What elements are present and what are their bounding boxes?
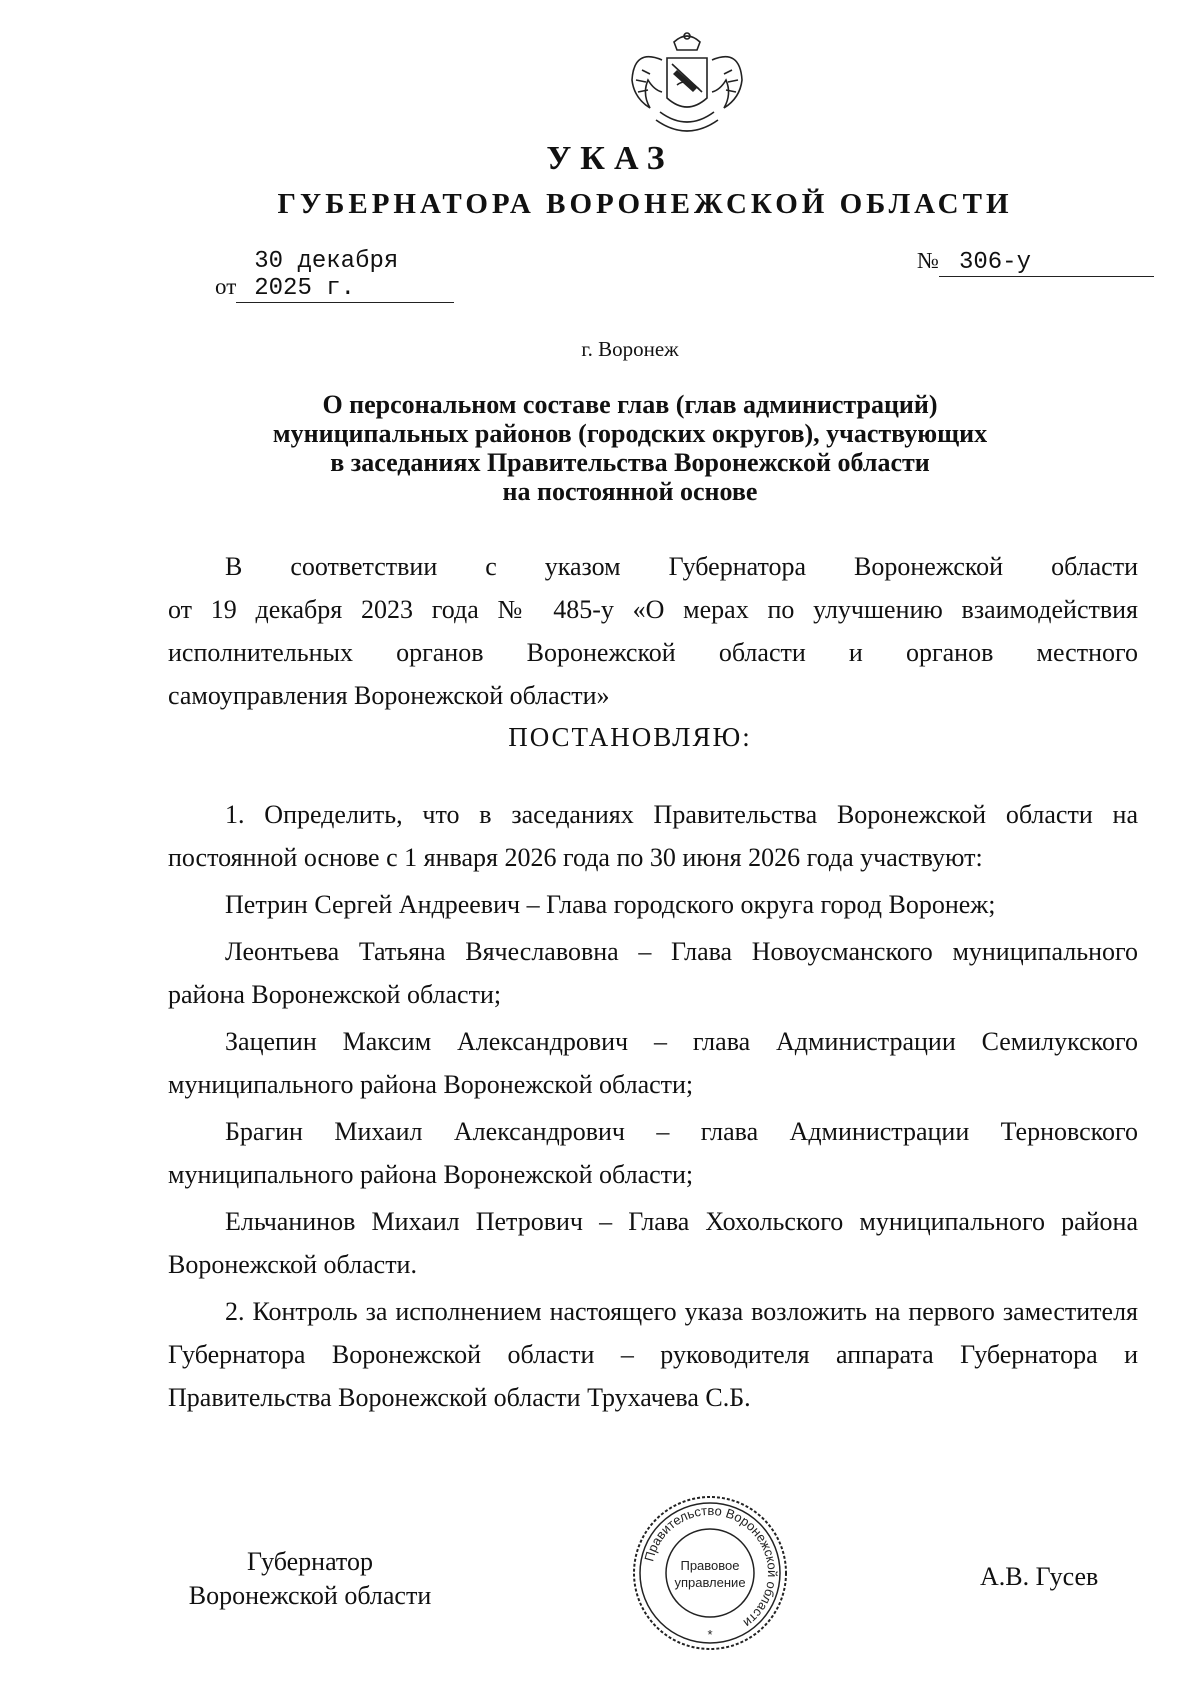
number-prefix: № [917,248,939,273]
position-line: Губернатор [247,1547,373,1576]
title-line: в заседаниях Правительства Воронежской области [330,448,930,477]
stamp-center-line: Правовое [680,1558,740,1573]
preamble-line: самоуправления Воронежской области» [168,681,610,710]
city-line: г. Воронеж [581,337,679,361]
member-entry: Петрин Сергей Андреевич – Глава городского округа город Воронеж; [225,890,996,919]
stamp-star: * [707,1627,713,1642]
number-value: 306-у [939,249,1154,277]
signatory-name: А.В. Гусев [980,1562,1099,1591]
member-entry: Брагин Михаил Александрович – глава Администрации Терновского муниципального района Воронежской области; [168,1117,1138,1189]
number-field [917,248,1154,277]
date-prefix: от [215,274,237,299]
member-entry: Леонтьева Татьяна Вячеславовна – Глава Новоусманского муниципального района Воронежской области; [168,937,1138,1009]
preamble-paragraph [168,545,1138,717]
signatory-position [170,1545,450,1613]
position-line: Воронежской области [188,1581,432,1610]
issuer-heading: ГУБЕРНАТОРА ВОРОНЕЖСКОЙ ОБЛАСТИ [277,188,1013,220]
document-title [0,390,1200,506]
member-entry: Зацепин Максим Александрович – глава Администрации Семилукского муниципального района Воронежской области; [168,1027,1138,1099]
member-entry: Ельчанинов Михаил Петрович – Глава Хохольского муниципального района Воронежской области. [168,1207,1138,1279]
preamble-line: В соответствии с указом Губернатора Воронежской области [225,552,1138,581]
preamble-line: исполнительных органов Воронежской области и органов местного [168,638,1138,667]
decree-word: ПОСТАНОВЛЯЮ: [508,722,752,752]
preamble-line: от 19 декабря 2023 года № 485-у «О мерах по улучшению взаимодействия [168,595,1138,624]
date-value: 30 декабря 2025 г. [236,248,454,303]
legal-department-stamp [630,1493,790,1653]
coat-of-arms-emblem [622,30,752,150]
decree-items [168,793,1138,1423]
stamp-center-line: управление [674,1575,746,1590]
item-2-paragraph: 2. Контроль за исполнением настоящего указа возложить на первого заместителя Губернатора Воронежской области – руководителя аппарата Губернатора и Правительства Воронежской области Трухачева С.Б. [168,1297,1138,1412]
title-line: на постоянной основе [502,477,758,506]
document-type-heading: УКАЗ [546,140,674,177]
date-field [215,248,454,303]
stamp-ring-textpath: Правительство Воронежской области [641,1502,781,1631]
title-line: О персональном составе глав (глав администраций) [322,390,938,419]
item-1-paragraph: 1. Определить, что в заседаниях Правительства Воронежской области на постоянной основе с 1 января 2026 года по 30 июня 2026 года участвуют: [168,800,1138,872]
title-line: муниципальных районов (городских округов), участвующих [272,419,988,448]
